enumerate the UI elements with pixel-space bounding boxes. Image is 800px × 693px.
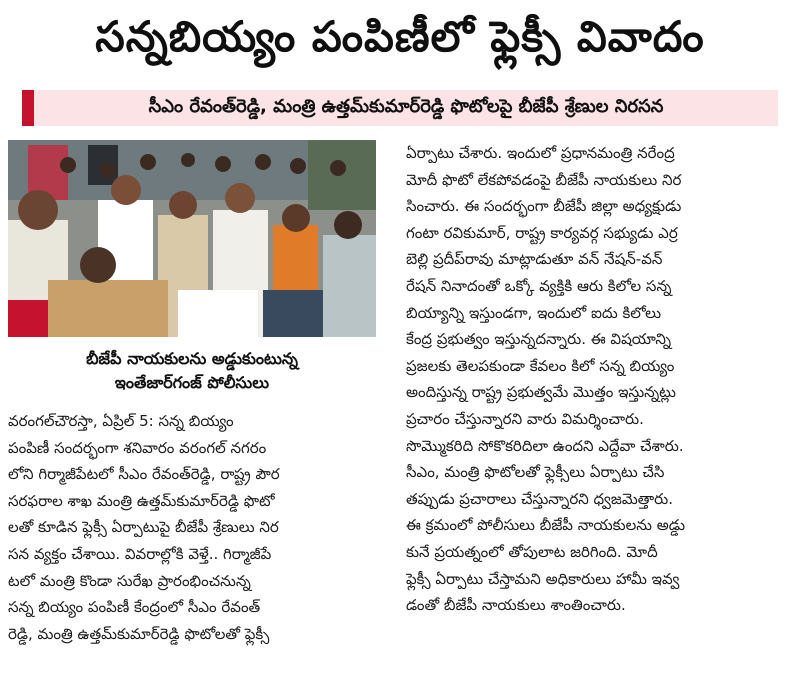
body-line: టలో మంత్రి కొండా సురేఖ ప్రారంభించనున్న bbox=[8, 571, 251, 590]
body-line: తప్పుడు ప్రచారాలు చేస్తున్నారని ధ్వజమెత్తారు. bbox=[406, 489, 673, 508]
body-line: డంతో బీజేపీ నాయకులు శాంతించారు. bbox=[406, 596, 626, 615]
body-line: పంపిణీ సందర్భంగా శనివారం వరంగల్ నగరం bbox=[8, 438, 267, 457]
body-line: వరంగల్‌చౌరస్తా, ఏప్రిల్ 5: సన్న బియ్యం bbox=[8, 412, 234, 430]
body-line: అందిస్తున్న రాష్ట్ర ప్రభుత్వమే మొత్తం ఇస్తున్నట్లు bbox=[406, 383, 676, 402]
body-line: సించారు. ఈ సందర్భంగా బీజేపీ జిల్లా అధ్యక్షుడు bbox=[406, 197, 682, 216]
body-line: బియ్యాన్ని ఇస్తుండగా, ఇందులో ఐదు కిలోలు bbox=[406, 303, 662, 322]
body-line: ఈ క్రమంలో పోలీసులు బీజేపీ నాయకులను అడ్డు bbox=[406, 516, 686, 535]
photo-caption bbox=[8, 342, 376, 400]
body-line: గంటా రవికుమార్, రాష్ట్ర కార్యవర్గ సభ్యుడు ఎర్ర bbox=[406, 223, 678, 242]
body-line: సన్న బియ్యం పంపిణీ కేంద్రంలో సీఎం రేవంత్ bbox=[8, 598, 261, 617]
body-line: బెల్లి ప్రదీప్‌రావు మాట్లాడుతూ వన్ నేషన్-వన్ bbox=[406, 250, 663, 269]
subheadline-accent-bar bbox=[22, 90, 34, 126]
body-line: సరఫరాల శాఖ మంత్రి ఉత్తమ్‌కుమార్‌రెడ్డి ఫొటో bbox=[8, 491, 275, 510]
photo-caption-line: ఇంతేజార్‌గంజ్ పోలీసులు bbox=[114, 373, 270, 392]
body-line: కేంద్ర ప్రభుత్వం ఇస్తున్నదన్నారు. ఈ విషయాన్ని bbox=[406, 330, 672, 349]
body-line: ప్రజలకు తెలపకుండా కేవలం కిలో సన్న బియ్యం bbox=[406, 356, 675, 375]
body-line: సీఎం, మంత్రి ఫొటోలతో ఫ్లెక్సీలు ఏర్పాటు చేసి bbox=[406, 463, 665, 482]
crowd-photo-illustration bbox=[8, 140, 376, 337]
body-line: ఫ్లెక్సీ ఏర్పాటు చేస్తామని అధికారులు హామీ ఇవ్వ bbox=[406, 569, 680, 588]
headline: సన్నబియ్యం పంపిణీలో ఫ్లెక్సీ వివాదం bbox=[95, 12, 705, 61]
photo-caption-line: బీజేపీ నాయకులను అడ్డుకుంటున్న bbox=[86, 349, 298, 368]
body-line: లతో కూడిన ఫ్లెక్సీ ఏర్పాటుపై బీజేపీ శ్రేణులు నిర bbox=[8, 518, 279, 537]
body-line: మోదీ ఫొటో లేకపోవడంపై బీజేపీ నాయకులు నిర bbox=[406, 170, 682, 189]
article-body-left-column bbox=[8, 408, 376, 647]
body-line: సొమ్మొకరిది సోకొకరిదిలా ఉందని ఎద్దేవా చేశారు. bbox=[406, 436, 684, 455]
body-line: సన వ్యక్తం చేశాయి. వివరాల్లోకి వెళ్తే.. గిర్మాజీపే bbox=[8, 544, 272, 563]
subheadline: సీఎం రేవంత్‌రెడ్డి, మంత్రి ఉత్తమ్‌కుమార్‌రెడ్డి ఫొటోలపై బీజేపీ శ్రేణుల నిరసన bbox=[148, 95, 664, 117]
body-line: కునే ప్రయత్నంలో తోపులాట జరిగింది. మోదీ bbox=[406, 542, 658, 561]
body-line: రెడ్డి, మంత్రి ఉత్తమ్‌కుమార్‌రెడ్డి ఫొటోలతో ఫ్లెక్సీ bbox=[8, 624, 270, 643]
body-line: రేషన్ నినాదంతో ఒక్కో వ్యక్తికి ఆరు కిలోల సన్న bbox=[406, 276, 672, 295]
subheadline-banner bbox=[22, 90, 778, 126]
article-body-right-column bbox=[406, 140, 792, 619]
body-line: ప్రచారం చేస్తున్నారని వారు విమర్శించారు. bbox=[406, 409, 644, 428]
news-photo bbox=[8, 140, 376, 337]
body-line: లోని గిర్మాజీపేటలో సీఎం రేవంత్‌రెడ్డి, రాష్ట్ర పౌర bbox=[8, 465, 280, 484]
body-line: ఏర్పాటు చేశారు. ఇందులో ప్రధానమంత్రి నరేంద్ర bbox=[406, 144, 675, 162]
